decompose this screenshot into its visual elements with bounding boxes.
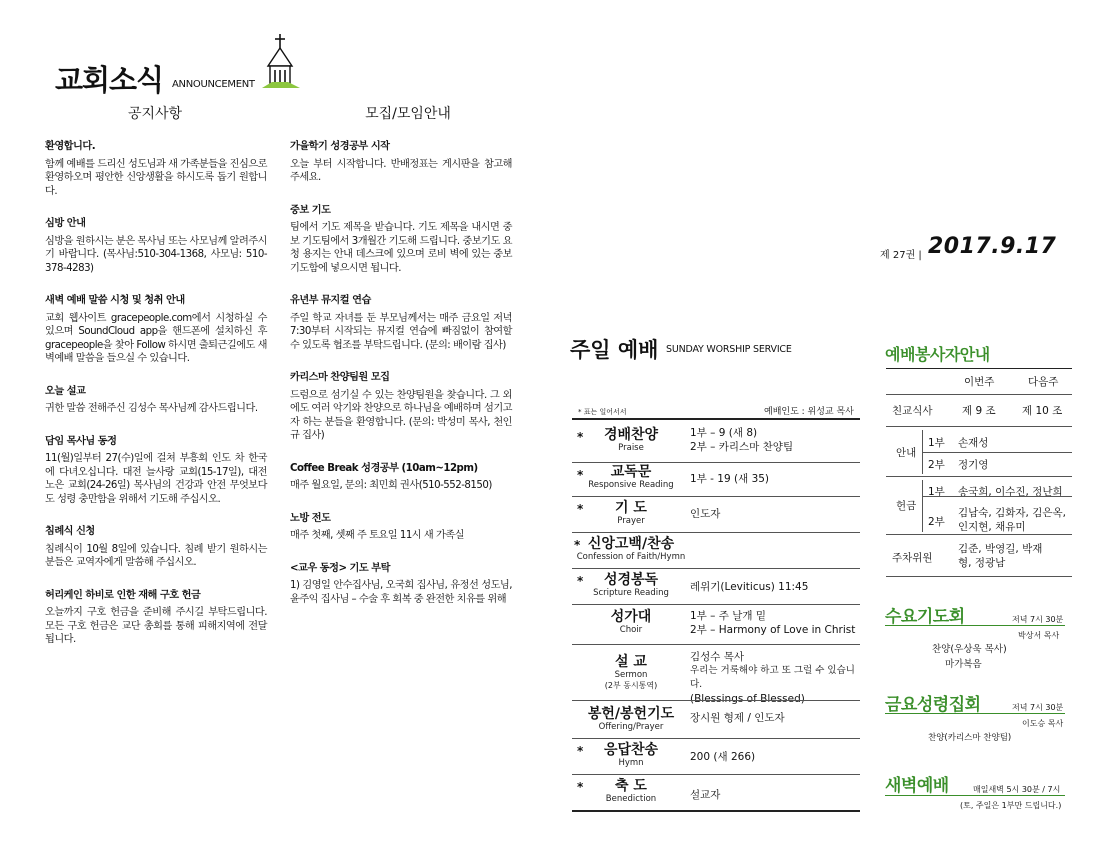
worship-item-value [690,788,720,802]
volunteer-next: 제 10 조 [1022,405,1063,417]
divider [885,795,1065,796]
worship-title: 주일 예배 [570,338,659,362]
worship-value-line: 1부 – 9 (새 8) [690,427,758,439]
worship-item-ko: 기 도 [615,500,647,516]
worship-row [572,496,860,532]
recruit-body: 팀에서 기도 제목을 받습니다. 기도 제목을 내시면 중보 기도팀에서 3개월간 기도해 드립니다. 중보기도 요청 용지는 안내 데스크에 있으며 로비 벽에 있는 중보 기도함에 넣으시면 됩니다. [290,222,512,274]
stand-mark: * [577,744,584,758]
worship-item-en: Offering/Prayer [598,722,664,732]
volunteer-label: 친교식사 [892,405,933,417]
worship-row [572,568,860,604]
worship-item-ko: 교독문 [610,464,652,480]
worship-item-label [572,778,690,805]
wednesday-text: 마가복음 [945,659,982,670]
worship-item-label [572,500,690,527]
stand-mark: * [577,430,584,444]
worship-value-line: 우리는 거룩해야 하고 또 그럴 수 있습니다. [690,665,855,690]
worship-item-en: Responsive Reading [588,480,674,490]
friday-pastor: 이도승 목사 [1022,719,1064,728]
worship-item-label [572,536,690,563]
worship-item-ko: 축 도 [615,778,647,794]
stand-note: * 표는 일어서서 [578,408,627,416]
notice-body: 함께 예배를 드리신 성도님과 새 가족분들을 진심으로 환영하오며 평안한 신앙생활을 하시도록 돕기 원합니다. [45,158,267,197]
divider [922,496,1072,497]
worship-item-label [572,654,690,691]
recruit-item [290,562,512,607]
recruit-title: 노방 전도 [290,512,331,524]
worship-row [572,774,860,810]
church-icon [258,32,300,90]
notice-item [45,435,267,507]
divider [886,534,1072,535]
recruit-title: <교우 동정> 기도 부탁 [290,562,390,574]
divider [886,476,1072,477]
worship-value-line: 1부 - 19 (새 35) [690,473,770,485]
notice-title: 심방 안내 [45,218,86,229]
divider [572,418,860,420]
notice-body: 오늘까지 구호 헌금을 준비해 주시길 부탁드립니다. 모든 구호 헌금은 교단 총회를 통해 피해지역에 전달됩니다. [45,607,267,645]
stand-mark: * [577,780,584,794]
friday-title: 금요성령집회 [885,695,981,715]
wednesday-hymn: 찬양(우상욱 목사) [932,644,1007,655]
recruit-title: Coffee Break 성경공부 (10am~12pm) [290,462,478,474]
worship-row [572,644,860,705]
notice-body: 침례식이 10월 8일에 있습니다. 침례 받기 원하시는 분들은 교역자에게 말씀해 주십시오. [45,543,267,568]
volunteer-part: 2부 [928,516,945,528]
recruit-column [290,140,512,625]
worship-item-label [572,609,690,636]
worship-value-line: 장시원 형제 / 인도자 [690,712,785,724]
worship-item-value [690,650,860,706]
wednesday-title: 수요기도회 [885,607,965,627]
recruit-body: 1) 김영일 안수집사님, 오국희 집사님, 유정선 성도님, 윤주익 집사님 – 수술 후 회복 중 완전한 치유를 위해 [290,580,512,605]
divider [886,368,1072,369]
page-subtitle: ANNOUNCEMENT [172,79,255,90]
page-title: 교회소식 [55,63,164,97]
divider [886,394,1072,395]
notice-title: 오늘 설교 [45,385,86,397]
recruit-title: 유년부 뮤지컬 연습 [290,295,371,306]
worship-value-line: 인도자 [690,508,721,520]
notice-item [45,385,267,416]
worship-value-line: (Blessings of Blessed) [690,693,805,705]
recruit-heading: 모집/모임안내 [365,106,451,122]
worship-item-en: Praise [618,443,644,453]
worship-subtitle: SUNDAY WORSHIP SERVICE [666,344,792,355]
notice-body: 심방을 원하시는 분은 목사님 또는 사모님께 알려주시기 바랍니다. (목사님:510-304-1368, 사모님: 510-378-4283) [45,235,267,274]
worship-item-label [572,742,690,769]
worship-row [572,604,860,644]
divider [885,713,1065,714]
worship-item-ko: 설 교 [615,654,647,670]
worship-value-line: 김성수 목사 [690,651,745,663]
volunteer-names: 김준, 박영길, 박재형, 정광남 [958,543,1043,569]
worship-row [572,738,860,774]
worship-item-ko: 성경봉독 [603,572,659,588]
volunteer-label: 주차위원 [892,552,933,564]
worship-value-line: 2부 – 카리스마 찬양팀 [690,441,794,453]
worship-item-value [690,609,855,637]
worship-item-label [572,464,690,491]
worship-item-en: Hymn [618,758,644,768]
recruit-item [290,512,512,543]
worship-item-ko: 봉헌/봉헌기도 [587,706,675,722]
volunteer-names: 정기영 [958,459,989,471]
dawn-time: 매일새벽 5시 30분 / 7시 [973,785,1061,794]
volunteer-names: 송국희, 이수진, 정난희 [958,486,1063,498]
worship-item-value [690,750,755,764]
notice-title: 새벽 예배 말씀 시청 및 청취 안내 [45,295,185,306]
notice-body: 교회 웹사이트 gracepeople.com에서 시청하실 수 있으며 SoundCloud app을 핸드폰에 설치하신 후 gracepeople을 찾아 Follow 하시면 출퇴근길에도 새벽예배 말씀을 들으실 수 있습니다. [45,312,267,364]
worship-item-ko: 경배찬양 [603,427,659,443]
worship-value-line: 설교자 [690,789,721,801]
worship-leader: 예배인도 : 위성교 목사 [764,407,854,417]
worship-item-en: Scripture Reading [593,588,669,598]
worship-item-value [690,472,769,486]
worship-value-line: 200 (새 266) [690,751,756,763]
worship-item-value [690,580,808,594]
worship-row [572,462,860,496]
col-this-week: 이번주 [964,376,995,388]
worship-value-line: 1부 – 주 날개 밑 [690,610,766,622]
worship-item-value [690,426,793,454]
bulletin-date: 2017.9.17 [928,234,1057,259]
volunteer-this: 제 9 조 [962,405,996,417]
notice-title: 침례식 신청 [45,526,95,537]
recruit-item [290,294,512,352]
notice-body: 11(월)일부터 27(수)일에 걸쳐 부흥회 인도 차 한국에 다녀오십니다. 대전 늘사랑 교회(15-17일), 대전 노은 교회(24-26일) 목사님의 건강과 안전 무엇보다도 성령 충만함을 위해서 기도해 주십시오. [45,453,267,505]
worship-value-line: 2부 – Harmony of Love in Christ [690,624,856,636]
worship-item-en: Choir [619,625,643,635]
stand-mark: * [577,468,584,482]
recruit-item [290,140,512,185]
stand-mark: * [574,538,581,552]
notice-item [45,589,267,647]
notice-heading: 공지사항 [127,106,183,122]
worship-item-value [690,507,720,521]
divider [922,452,1072,453]
divider [886,576,1072,577]
worship-row [572,532,860,568]
volunteer-part: 1부 [928,437,945,449]
worship-item-note: (2부 동시통역) [604,681,658,690]
worship-item-ko: 응답찬송 [603,742,659,758]
worship-item-en: Confession of Faith/Hymn [576,552,686,562]
recruit-item [290,462,512,493]
volunteer-names: 김남숙, 김화자, 김은옥, 인지현, 채유미 [958,507,1066,533]
volunteer-label: 헌금 [896,500,917,512]
volunteer-part: 2부 [928,459,945,471]
worship-item-ko: 성가대 [610,609,652,625]
worship-item-en: Benediction [605,794,657,804]
volunteer-label: 안내 [896,447,917,459]
volume-label: 제 27권 | [880,250,922,261]
volunteer-names: 손재성 [958,437,989,449]
recruit-title: 가을학기 성경공부 시작 [290,141,390,152]
worship-row [572,700,860,738]
notice-body: 귀한 말씀 전해주신 김성수 목사님께 감사드립니다. [45,403,258,414]
volunteer-title: 예배봉사자안내 [885,345,990,364]
stand-mark: * [577,574,584,588]
worship-row [572,424,860,462]
volunteer-part: 1부 [928,486,945,498]
notice-column [45,140,267,666]
recruit-item [290,204,512,276]
worship-item-en: Prayer [617,516,645,526]
recruit-body: 매주 월요일, 문의: 최민희 권사(510-552-8150) [290,480,492,491]
dawn-title: 새벽예배 [885,776,949,796]
stand-mark: * [577,502,584,516]
recruit-title: 카리스마 찬양팀원 모집 [290,372,390,383]
divider [886,426,1072,427]
notice-title: 허리케인 하비로 인한 재해 구호 헌금 [45,589,201,601]
notice-item [45,217,267,275]
notice-title: 담임 목사님 동정 [45,435,117,447]
notice-title: 환영합니다. [45,141,96,152]
recruit-item [290,371,512,443]
recruit-body: 주일 학교 자녀를 둔 부모님께서는 매주 금요일 저녁 7:30부터 시작되는 뮤지컬 연습에 빠짐없이 참여할 수 있도록 협조를 부탁드립니다. (문의: 배이람 집사) [290,312,512,351]
recruit-body: 매주 첫째, 셋째 주 토요일 11시 새 가족실 [290,530,464,541]
recruit-body: 오늘 부터 시작합니다. 반배정표는 게시판을 참고해 주세요. [290,158,512,183]
divider [572,810,860,812]
worship-value-line: 레위기(Leviticus) 11:45 [690,581,809,593]
recruit-body: 드럼으로 섬기실 수 있는 찬양팀원을 찾습니다. 그 외에도 여러 악기와 찬양으로 하나님을 예배하며 섬기고자 하는 분들을 환영합니다. (문의: 박성미 목사, 천인규 집사) [290,389,512,441]
notice-item [45,525,267,570]
worship-item-en: Sermon [614,670,648,680]
worship-item-label [572,706,690,733]
worship-item-value [690,711,785,725]
notice-item [45,294,267,366]
worship-item-label [572,427,690,454]
divider [922,480,923,532]
col-next-week: 다음주 [1028,376,1059,388]
friday-time: 저녁 7시 30분 [1012,703,1064,712]
notice-item [45,140,267,198]
recruit-title: 중보 기도 [290,204,331,216]
worship-item-label [572,572,690,599]
worship-item-ko: 신앙고백/찬송 [587,536,675,552]
wednesday-time: 저녁 7시 30분 [1012,615,1064,624]
divider [885,625,1065,626]
friday-hymn: 찬양(카리스마 찬양팀) [928,733,1012,743]
wednesday-pastor: 박상서 목사 [1018,631,1060,640]
dawn-note: (토, 주일은 1부만 드립니다.) [960,801,1062,810]
